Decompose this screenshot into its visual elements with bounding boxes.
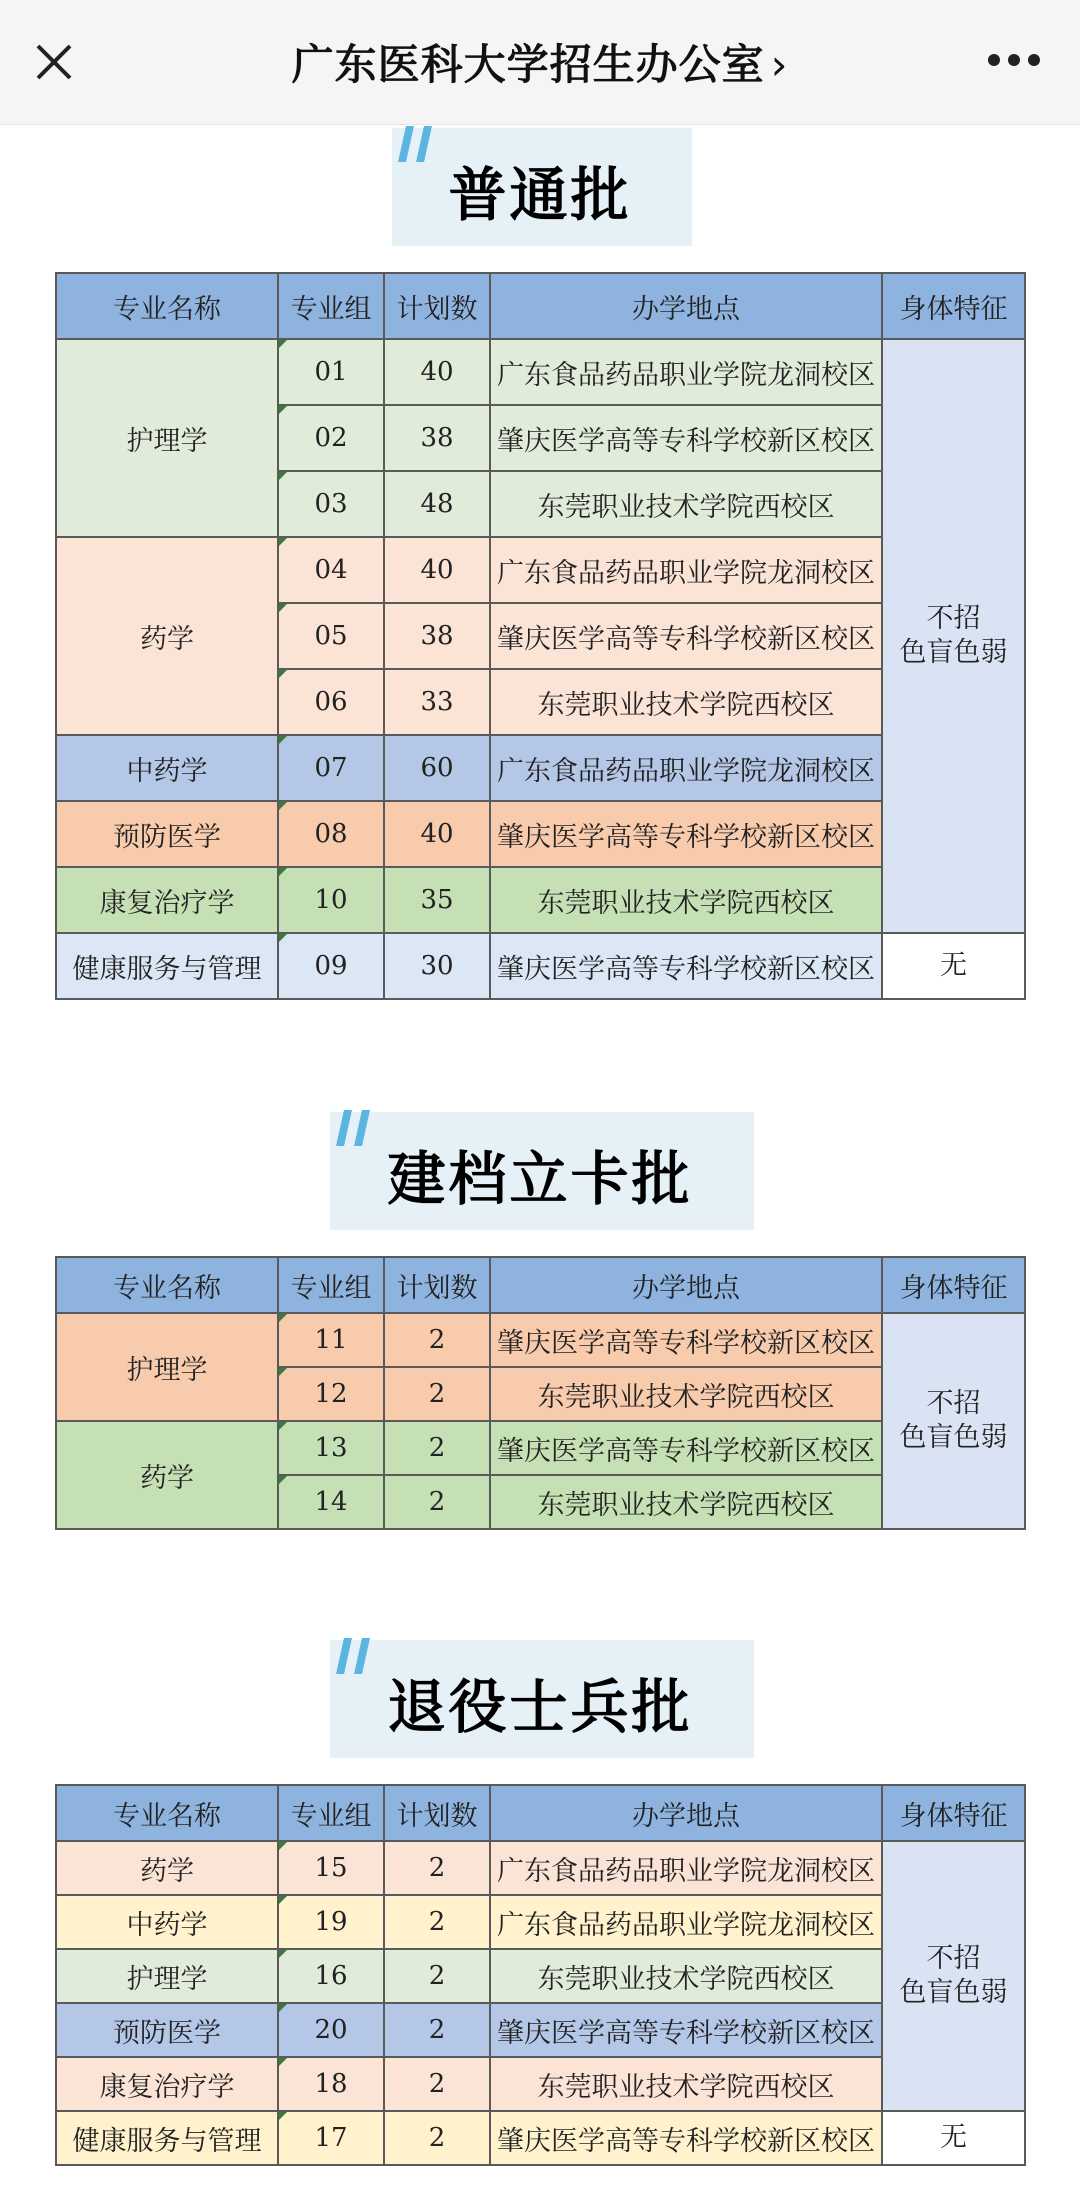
veterans-batch-table [55, 1784, 1026, 2166]
group-cell: 15 [278, 1841, 384, 1895]
table-row [56, 2111, 1025, 2165]
col-header-major: 专业名称 [56, 273, 278, 339]
group-cell: 07 [278, 735, 384, 801]
location-cell: 东莞职业技术学院西校区 [490, 867, 882, 933]
group-cell: 16 [278, 1949, 384, 2003]
col-header-group: 专业组 [278, 1257, 384, 1313]
body-feature-cell: 不招 色盲色弱 [882, 339, 1025, 933]
table-header-row [56, 273, 1025, 339]
col-header-group: 专业组 [278, 1785, 384, 1841]
table-row [56, 1313, 1025, 1367]
group-cell: 17 [278, 2111, 384, 2165]
location-cell: 广东食品药品职业学院龙洞校区 [490, 1895, 882, 1949]
body-feature-cell: 无 [882, 2111, 1025, 2165]
body-feature-cell: 不招 色盲色弱 [882, 1313, 1025, 1529]
plan-cell: 33 [384, 669, 490, 735]
more-options-icon[interactable] [988, 54, 1040, 68]
table-row [56, 2057, 1025, 2111]
plan-cell: 48 [384, 471, 490, 537]
table-row [56, 339, 1025, 405]
section-title: 普通批 [448, 161, 632, 229]
table-row [56, 1421, 1025, 1475]
location-cell: 东莞职业技术学院西校区 [490, 2057, 882, 2111]
section-header-poverty [0, 1112, 1080, 1232]
group-cell: 04 [278, 537, 384, 603]
page-title-text[interactable]: 广东医科大学招生办公室 [291, 40, 765, 89]
major-name-cell: 健康服务与管理 [56, 933, 278, 999]
plan-cell: 2 [384, 2003, 490, 2057]
plan-cell: 40 [384, 339, 490, 405]
col-header-body: 身体特征 [882, 273, 1025, 339]
group-cell: 01 [278, 339, 384, 405]
major-name-cell: 预防医学 [56, 801, 278, 867]
location-cell: 东莞职业技术学院西校区 [490, 669, 882, 735]
col-header-major: 专业名称 [56, 1257, 278, 1313]
location-cell: 肇庆医学高等专科学校新区校区 [490, 405, 882, 471]
major-name-cell: 药学 [56, 1421, 278, 1529]
major-name-cell: 中药学 [56, 1895, 278, 1949]
body-feature-cell: 不招 色盲色弱 [882, 1841, 1025, 2111]
location-cell: 肇庆医学高等专科学校新区校区 [490, 801, 882, 867]
table-row [56, 867, 1025, 933]
major-name-cell: 康复治疗学 [56, 2057, 278, 2111]
plan-cell: 35 [384, 867, 490, 933]
major-name-cell: 护理学 [56, 1949, 278, 2003]
col-header-body: 身体特征 [882, 1257, 1025, 1313]
plan-cell: 30 [384, 933, 490, 999]
col-header-plan: 计划数 [384, 1257, 490, 1313]
group-cell: 10 [278, 867, 384, 933]
top-bar [0, 0, 1080, 125]
location-cell: 肇庆医学高等专科学校新区校区 [490, 933, 882, 999]
col-header-body: 身体特征 [882, 1785, 1025, 1841]
major-name-cell: 药学 [56, 1841, 278, 1895]
location-cell: 肇庆医学高等专科学校新区校区 [490, 2111, 882, 2165]
table-row [56, 1895, 1025, 1949]
plan-cell: 2 [384, 1421, 490, 1475]
section-title: 退役士兵批 [387, 1673, 693, 1741]
col-header-location: 办学地点 [490, 1257, 882, 1313]
plan-cell: 2 [384, 1475, 490, 1529]
location-cell: 肇庆医学高等专科学校新区校区 [490, 2003, 882, 2057]
table-row [56, 537, 1025, 603]
group-cell: 13 [278, 1421, 384, 1475]
group-cell: 08 [278, 801, 384, 867]
poverty-batch-table [55, 1256, 1026, 1530]
table-row [56, 735, 1025, 801]
location-cell: 广东食品药品职业学院龙洞校区 [490, 1841, 882, 1895]
col-header-group: 专业组 [278, 273, 384, 339]
group-cell: 03 [278, 471, 384, 537]
location-cell: 肇庆医学高等专科学校新区校区 [490, 1421, 882, 1475]
section-header-general [0, 128, 1080, 248]
location-cell: 广东食品药品职业学院龙洞校区 [490, 339, 882, 405]
major-name-cell: 护理学 [56, 339, 278, 537]
chevron-right-icon[interactable]: › [770, 40, 789, 89]
col-header-location: 办学地点 [490, 1785, 882, 1841]
plan-cell: 2 [384, 2057, 490, 2111]
page-title[interactable] [0, 32, 1080, 92]
major-name-cell: 预防医学 [56, 2003, 278, 2057]
plan-cell: 2 [384, 1841, 490, 1895]
location-cell: 东莞职业技术学院西校区 [490, 1475, 882, 1529]
section-title: 建档立卡批 [387, 1145, 693, 1213]
plan-cell: 60 [384, 735, 490, 801]
col-header-location: 办学地点 [490, 273, 882, 339]
col-header-plan: 计划数 [384, 1785, 490, 1841]
table-row [56, 1949, 1025, 2003]
group-cell: 06 [278, 669, 384, 735]
major-name-cell: 药学 [56, 537, 278, 735]
major-name-cell: 护理学 [56, 1313, 278, 1421]
general-batch-table [55, 272, 1026, 1000]
location-cell: 东莞职业技术学院西校区 [490, 1949, 882, 2003]
table-row [56, 933, 1025, 999]
group-cell: 18 [278, 2057, 384, 2111]
group-cell: 19 [278, 1895, 384, 1949]
table-row [56, 2003, 1025, 2057]
location-cell: 东莞职业技术学院西校区 [490, 1367, 882, 1421]
location-cell: 肇庆医学高等专科学校新区校区 [490, 1313, 882, 1367]
table-row [56, 801, 1025, 867]
location-cell: 东莞职业技术学院西校区 [490, 471, 882, 537]
col-header-plan: 计划数 [384, 273, 490, 339]
location-cell: 广东食品药品职业学院龙洞校区 [490, 537, 882, 603]
group-cell: 14 [278, 1475, 384, 1529]
section-header-veterans [0, 1640, 1080, 1760]
group-cell: 05 [278, 603, 384, 669]
plan-cell: 2 [384, 1895, 490, 1949]
table-header-row [56, 1257, 1025, 1313]
major-name-cell: 康复治疗学 [56, 867, 278, 933]
group-cell: 12 [278, 1367, 384, 1421]
plan-cell: 38 [384, 405, 490, 471]
location-cell: 肇庆医学高等专科学校新区校区 [490, 603, 882, 669]
table-header-row [56, 1785, 1025, 1841]
major-name-cell: 健康服务与管理 [56, 2111, 278, 2165]
plan-cell: 40 [384, 537, 490, 603]
body-feature-cell: 无 [882, 933, 1025, 999]
plan-cell: 2 [384, 1367, 490, 1421]
plan-cell: 2 [384, 2111, 490, 2165]
col-header-major: 专业名称 [56, 1785, 278, 1841]
table-row [56, 1841, 1025, 1895]
plan-cell: 40 [384, 801, 490, 867]
major-name-cell: 中药学 [56, 735, 278, 801]
group-cell: 09 [278, 933, 384, 999]
group-cell: 11 [278, 1313, 384, 1367]
plan-cell: 2 [384, 1949, 490, 2003]
plan-cell: 38 [384, 603, 490, 669]
plan-cell: 2 [384, 1313, 490, 1367]
group-cell: 20 [278, 2003, 384, 2057]
location-cell: 广东食品药品职业学院龙洞校区 [490, 735, 882, 801]
group-cell: 02 [278, 405, 384, 471]
